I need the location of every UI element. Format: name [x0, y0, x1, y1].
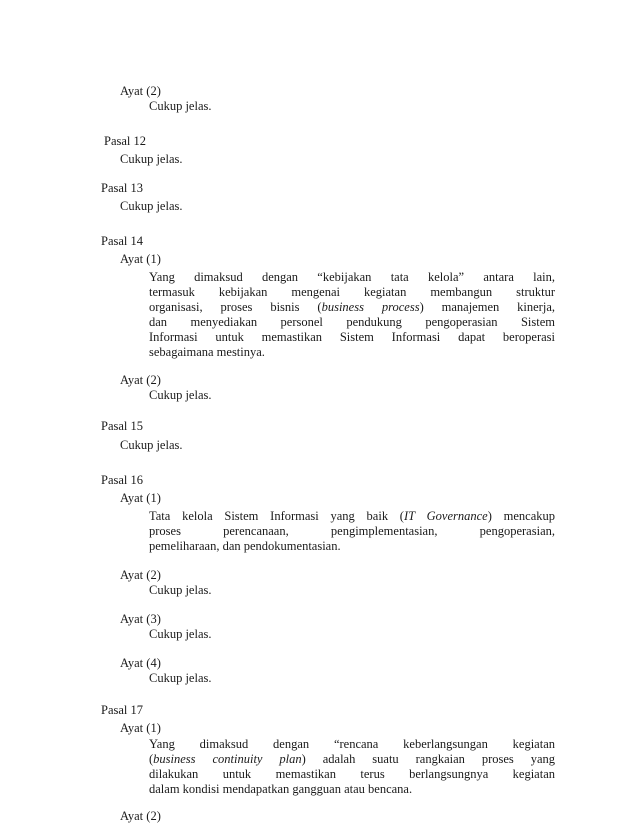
text-fragment: ) adalah suatu rangkaian proses yang [301, 752, 555, 766]
ayat-1-heading: Ayat (1) [120, 252, 161, 266]
text-fragment: Tata kelola Sistem Informasi yang baik ( [149, 509, 404, 523]
paragraph-line: Yang dimaksud dengan “rencana keberlangsungan kegiatan [149, 737, 555, 751]
cukup-jelas-text: Cukup jelas. [149, 388, 212, 402]
paragraph-line: proses perencanaan, pengimplementasian, pengoperasian, [149, 524, 555, 538]
italic-term: business continuity plan [153, 752, 302, 766]
text-fragment: ( [149, 752, 154, 766]
ayat-1-heading: Ayat (1) [120, 491, 161, 505]
paragraph-line: dan menyediakan personel pendukung pengoperasian Sistem [149, 315, 555, 329]
pasal-15-heading: Pasal 15 [101, 419, 144, 433]
paragraph-line [149, 300, 555, 315]
pasal-12-heading: Pasal 12 [104, 134, 147, 148]
ayat-2-heading: Ayat (2) [120, 373, 161, 387]
paragraph-line [149, 752, 555, 767]
pasal-17-ayat-1-paragraph [149, 737, 555, 797]
italic-term: business process [321, 300, 420, 314]
cukup-jelas-text: Cukup jelas. [149, 583, 212, 597]
pasal-14-heading: Pasal 14 [101, 234, 144, 248]
cukup-jelas-text: Cukup jelas. [149, 671, 212, 685]
cukup-jelas-text: Cukup jelas. [120, 152, 183, 166]
ayat-3-heading: Ayat (3) [120, 612, 161, 626]
pasal-17-heading: Pasal 17 [101, 703, 144, 717]
text-fragment: ) manajemen kinerja, [419, 300, 555, 314]
pasal-16-ayat-1-paragraph [149, 509, 555, 554]
cukup-jelas-text: Cukup jelas. [149, 627, 212, 641]
ayat-2-heading: Ayat (2) [120, 809, 161, 823]
cukup-jelas-text: Cukup jelas. [120, 438, 183, 452]
cukup-jelas-text: Cukup jelas. [149, 99, 212, 113]
paragraph-line [149, 509, 555, 524]
cukup-jelas-text: Cukup jelas. [120, 199, 183, 213]
ayat-4-heading: Ayat (4) [120, 656, 161, 670]
paragraph-line: pemeliharaan, dan pendokumentasian. [149, 539, 341, 553]
ayat-2-heading: Ayat (2) [120, 84, 161, 98]
paragraph-line: Yang dimaksud dengan “kebijakan tata kelola” antara lain, [149, 270, 555, 284]
ayat-2-heading: Ayat (2) [120, 568, 161, 582]
paragraph-line: dalam kondisi mendapatkan gangguan atau bencana. [149, 782, 413, 796]
pasal-14-ayat-1-paragraph [149, 270, 555, 360]
pasal-16-heading: Pasal 16 [101, 473, 144, 487]
paragraph-line: Informasi untuk memastikan Sistem Informasi dapat beroperasi [149, 330, 555, 344]
paragraph-line: sebagaimana mestinya. [149, 345, 265, 359]
pasal-13-heading: Pasal 13 [101, 181, 144, 195]
ayat-1-heading: Ayat (1) [120, 721, 161, 735]
paragraph-line: termasuk kebijakan mengenai kegiatan membangun struktur [149, 285, 555, 299]
text-fragment: ) mencakup [487, 509, 555, 523]
paragraph-line: dilakukan untuk memastikan terus berlangsungnya kegiatan [149, 767, 555, 781]
text-fragment: organisasi, proses bisnis ( [149, 300, 322, 314]
italic-term: IT Governance [403, 509, 488, 523]
